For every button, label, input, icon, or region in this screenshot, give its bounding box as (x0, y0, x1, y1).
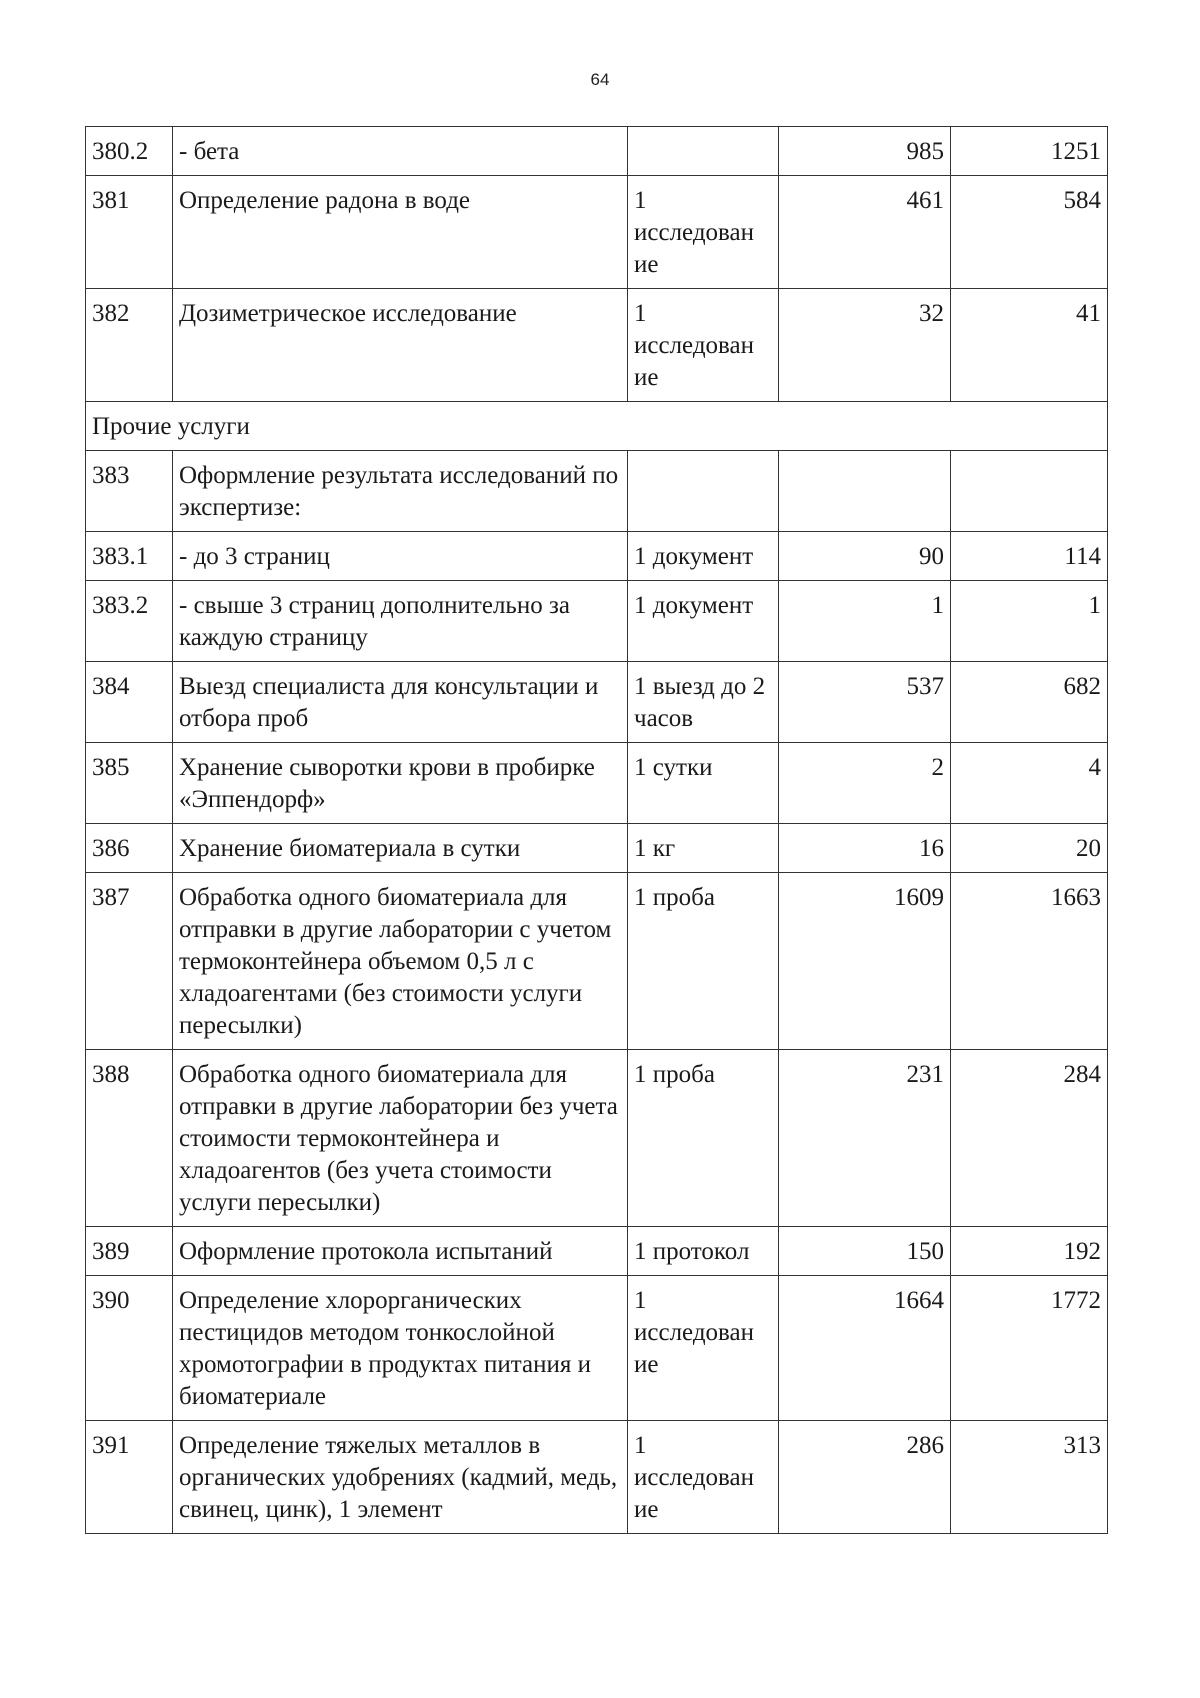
table-row (86, 289, 1108, 402)
price-2: 1663 (951, 873, 1108, 1050)
table-row (86, 662, 1108, 743)
table-row (86, 127, 1108, 176)
page-number: 64 (590, 70, 610, 89)
service-name: Оформление результата исследований по экспертизе: (173, 451, 628, 532)
price-1: 461 (779, 176, 951, 289)
item-number: 383 (86, 451, 173, 532)
price-2: 4 (951, 743, 1108, 824)
item-number: 386 (86, 824, 173, 873)
service-name: - до 3 страниц (173, 532, 628, 581)
unit: 1 выезд до 2 часов (628, 662, 779, 743)
item-number: 382 (86, 289, 173, 402)
price-1: 1664 (779, 1276, 951, 1421)
item-number: 390 (86, 1276, 173, 1421)
item-number: 385 (86, 743, 173, 824)
table-row (86, 581, 1108, 662)
unit: 1 проба (628, 873, 779, 1050)
item-number: 389 (86, 1227, 173, 1276)
table-row (86, 1276, 1108, 1421)
price-2: 1 (951, 581, 1108, 662)
unit: 1 кг (628, 824, 779, 873)
price-1: 985 (779, 127, 951, 176)
table-row (86, 873, 1108, 1050)
price-1: 16 (779, 824, 951, 873)
price-2: 1251 (951, 127, 1108, 176)
price-1: 1 (779, 581, 951, 662)
table-row (86, 1050, 1108, 1227)
price-2: 114 (951, 532, 1108, 581)
table-row (86, 1227, 1108, 1276)
table-row (86, 532, 1108, 581)
item-number: 388 (86, 1050, 173, 1227)
unit: 1 исследован ие (628, 1276, 779, 1421)
service-name: Оформление протокола испытаний (173, 1227, 628, 1276)
price-1: 2 (779, 743, 951, 824)
price-2: 313 (951, 1421, 1108, 1534)
price-2: 1772 (951, 1276, 1108, 1421)
price-1: 231 (779, 1050, 951, 1227)
price-2 (951, 451, 1108, 532)
price-2: 41 (951, 289, 1108, 402)
section-row (86, 402, 1108, 451)
unit: 1 исследован ие (628, 176, 779, 289)
price-1: 1609 (779, 873, 951, 1050)
service-name: Хранение биоматериала в сутки (173, 824, 628, 873)
service-name: Обработка одного биоматериала для отправки в другие лаборатории с учетом термоконтейнера объемом 0,5 л с хладоагентами (без стоимости услуги пересылки) (173, 873, 628, 1050)
unit: 1 исследован ие (628, 1421, 779, 1534)
price-table (85, 126, 1108, 1534)
service-name: Хранение сыворотки крови в пробирке «Эппендорф» (173, 743, 628, 824)
service-name: Определение хлорорганических пестицидов методом тонкослойной хромотографии в продуктах питания и биоматериале (173, 1276, 628, 1421)
service-name: Обработка одного биоматериала для отправки в другие лаборатории без учета стоимости термоконтейнера и хладоагентов (без учета стоимости услуги пересылки) (173, 1050, 628, 1227)
table-row (86, 176, 1108, 289)
unit (628, 451, 779, 532)
item-number: 384 (86, 662, 173, 743)
unit: 1 проба (628, 1050, 779, 1227)
price-1: 150 (779, 1227, 951, 1276)
service-name: - свыше 3 страниц дополнительно за каждую страницу (173, 581, 628, 662)
service-name: Определение тяжелых металлов в органических удобрениях (кадмий, медь, свинец, цинк), 1 элемент (173, 1421, 628, 1534)
unit (628, 127, 779, 176)
table-row (86, 451, 1108, 532)
table-row (86, 824, 1108, 873)
item-number: 380.2 (86, 127, 173, 176)
item-number: 391 (86, 1421, 173, 1534)
price-2: 584 (951, 176, 1108, 289)
price-2: 682 (951, 662, 1108, 743)
table-row (86, 743, 1108, 824)
unit: 1 исследован ие (628, 289, 779, 402)
service-name: - бета (173, 127, 628, 176)
price-2: 284 (951, 1050, 1108, 1227)
unit: 1 документ (628, 581, 779, 662)
unit: 1 протокол (628, 1227, 779, 1276)
service-name: Выезд специалиста для консультации и отбора проб (173, 662, 628, 743)
price-1: 286 (779, 1421, 951, 1534)
unit: 1 сутки (628, 743, 779, 824)
price-1: 90 (779, 532, 951, 581)
price-2: 192 (951, 1227, 1108, 1276)
item-number: 387 (86, 873, 173, 1050)
item-number: 383.2 (86, 581, 173, 662)
unit: 1 документ (628, 532, 779, 581)
price-1: 537 (779, 662, 951, 743)
service-name: Определение радона в воде (173, 176, 628, 289)
price-1 (779, 451, 951, 532)
item-number: 383.1 (86, 532, 173, 581)
service-name: Дозиметрическое исследование (173, 289, 628, 402)
price-2: 20 (951, 824, 1108, 873)
section-title: Прочие услуги (86, 402, 1108, 451)
table-row (86, 1421, 1108, 1534)
price-1: 32 (779, 289, 951, 402)
item-number: 381 (86, 176, 173, 289)
